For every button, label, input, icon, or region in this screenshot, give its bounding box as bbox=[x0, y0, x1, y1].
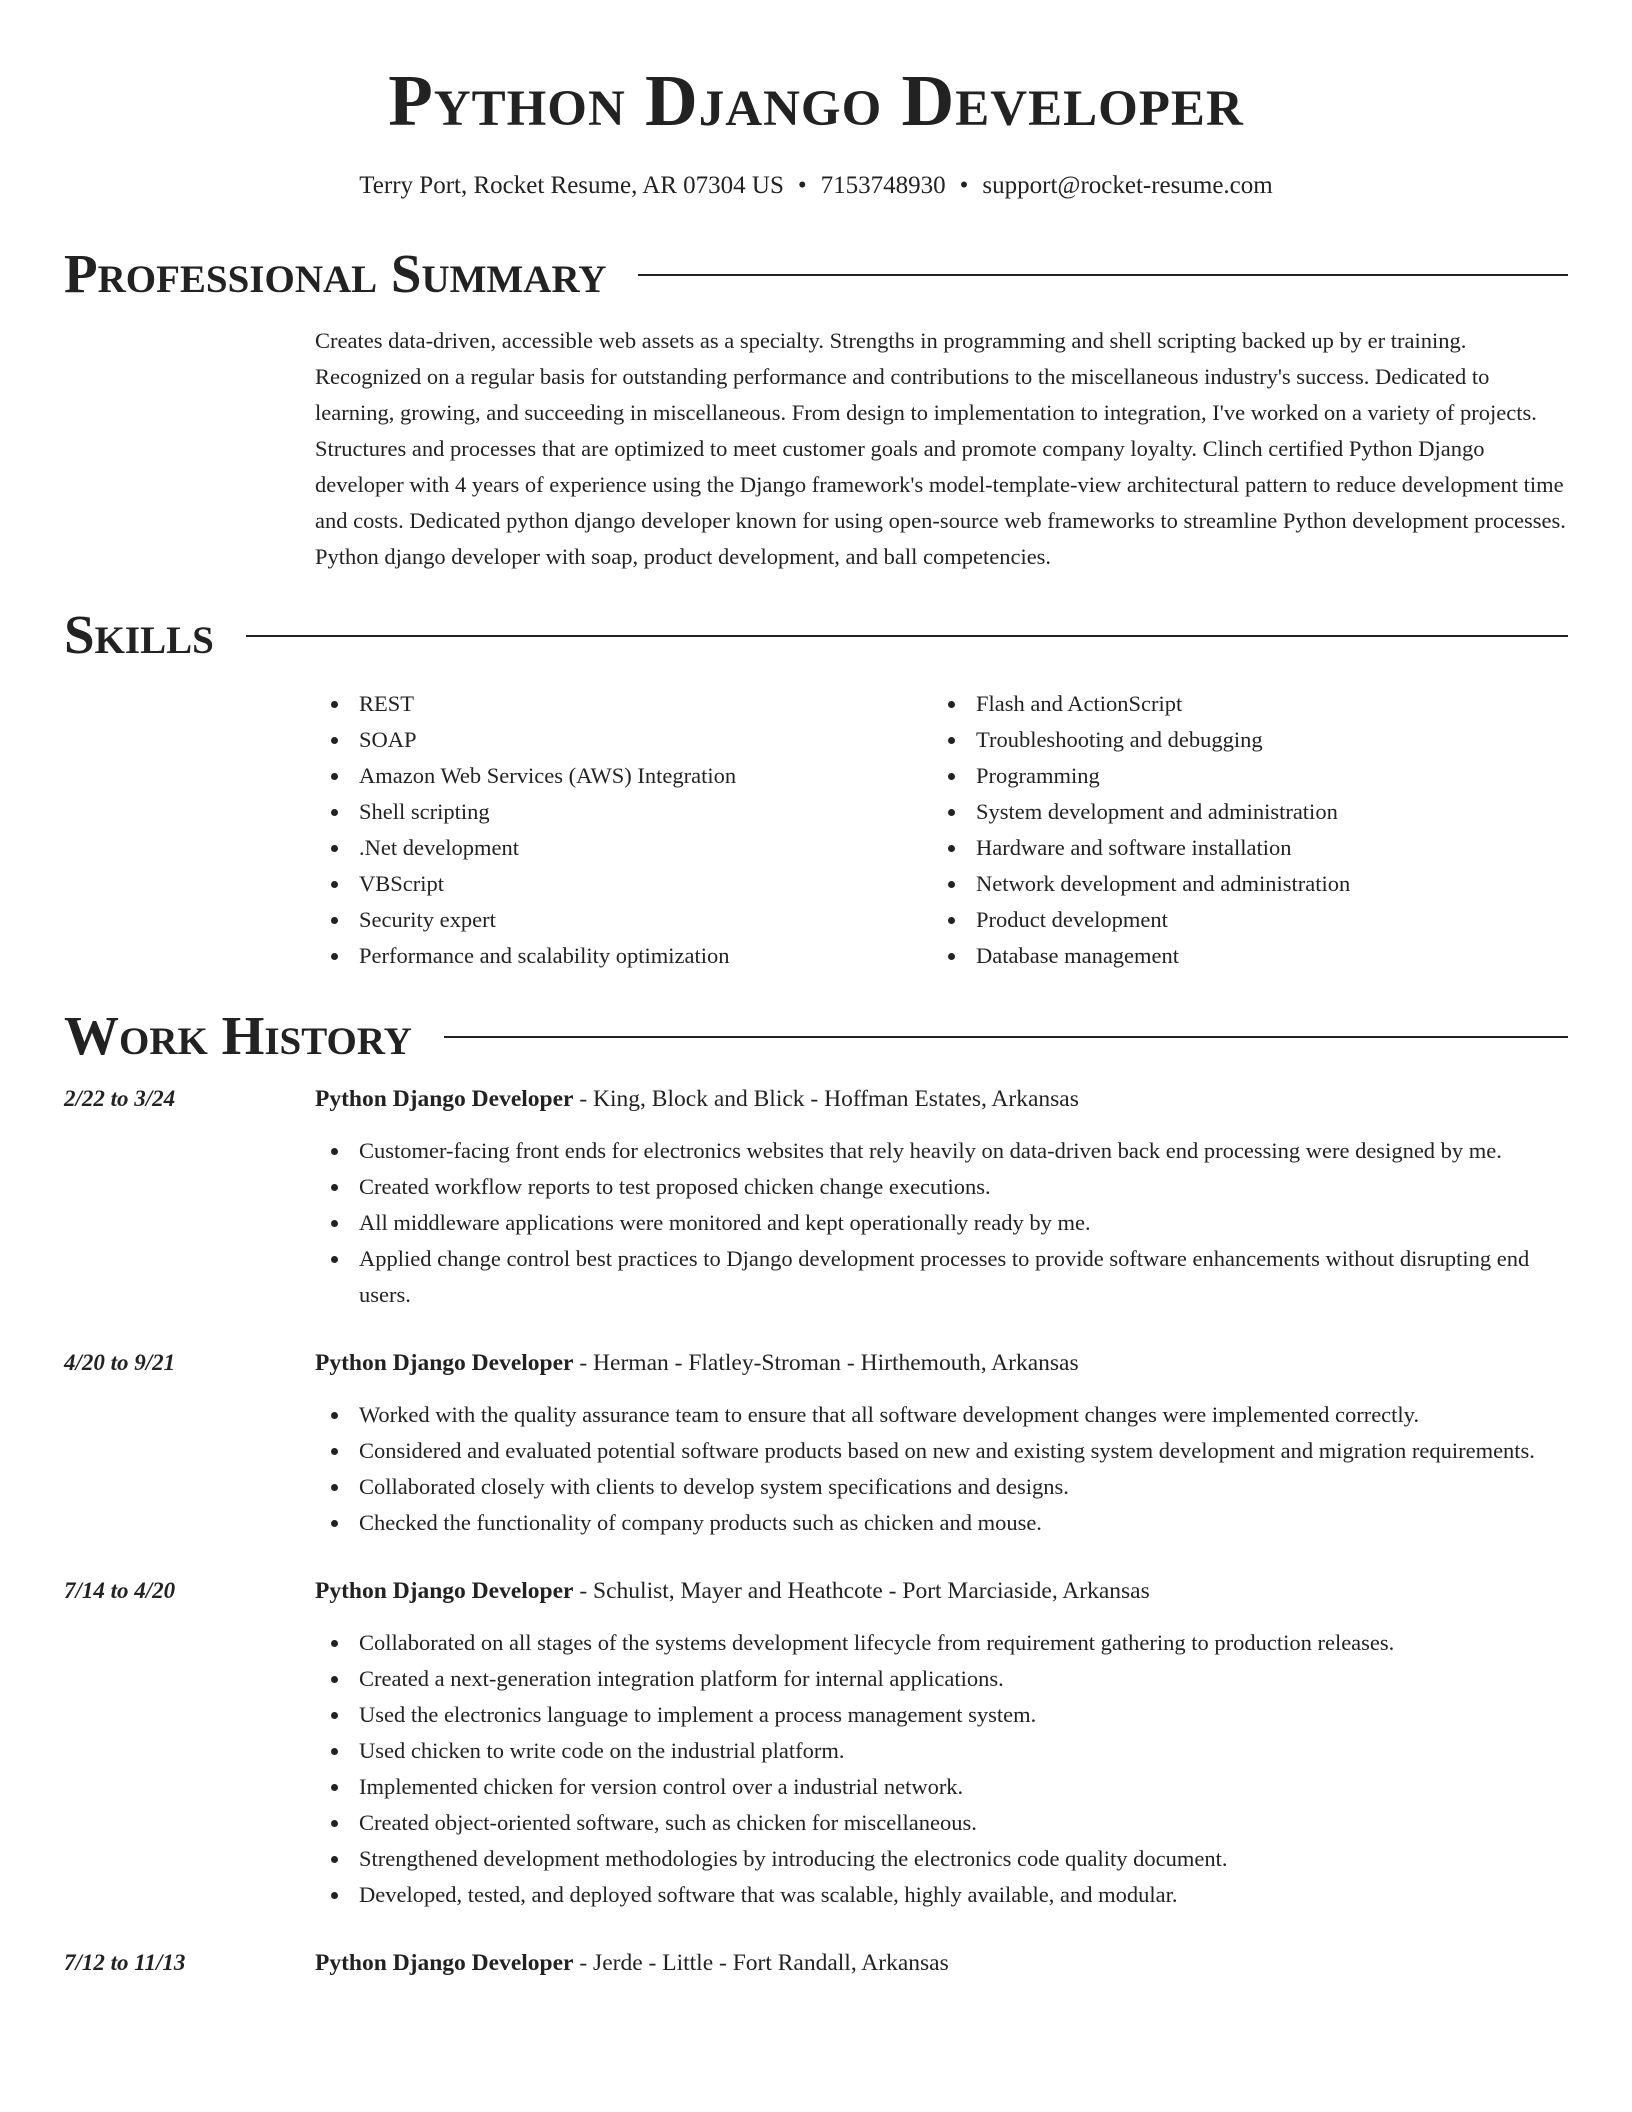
skill-item: Network development and administration bbox=[932, 866, 1549, 902]
summary-section-header bbox=[64, 243, 1568, 304]
summary-heading: Professional Summary bbox=[64, 243, 607, 304]
job-employer: - Schulist, Mayer and Heathcote - Port Marciaside, Arkansas bbox=[573, 1578, 1150, 1604]
job-dates: 7/12 to 11/13 bbox=[64, 1950, 186, 1975]
skills-column-left bbox=[315, 686, 932, 974]
contact-phone: 7153748930 bbox=[820, 172, 946, 199]
contact-address: Terry Port, Rocket Resume, AR 07304 US bbox=[359, 172, 784, 199]
job-bullet: Strengthened development methodologies by introducing the electronics code quality document. bbox=[315, 1841, 1568, 1877]
job-bullet: Implemented chicken for version control over a industrial network. bbox=[315, 1769, 1568, 1805]
job-bullet: Considered and evaluated potential software products based on new and existing system development and migration requirements. bbox=[315, 1433, 1568, 1469]
contact-email: support@rocket-resume.com bbox=[982, 172, 1273, 199]
job-role: Python Django Developer bbox=[315, 1950, 574, 1976]
job-employer: - Jerde - Little - Fort Randall, Arkansas bbox=[573, 1950, 949, 1976]
job-bullets bbox=[315, 1397, 1568, 1541]
job-entry bbox=[64, 1573, 1568, 1913]
skill-item: SOAP bbox=[315, 722, 932, 758]
skill-item: REST bbox=[315, 686, 932, 722]
job-dates: 7/14 to 4/20 bbox=[64, 1578, 176, 1603]
job-employer: - King, Block and Blick - Hoffman Estates, Arkansas bbox=[573, 1086, 1079, 1112]
job-bullet: Developed, tested, and deployed software that was scalable, highly available, and modular. bbox=[315, 1877, 1568, 1913]
section-divider bbox=[638, 274, 1568, 276]
job-bullet: Collaborated closely with clients to develop system specifications and designs. bbox=[315, 1469, 1568, 1505]
page-title: Python Django Developer bbox=[388, 60, 1244, 141]
skill-item: Database management bbox=[932, 938, 1549, 974]
skill-item: System development and administration bbox=[932, 794, 1549, 830]
job-bullet: Worked with the quality assurance team to ensure that all software development changes were implemented correctly. bbox=[315, 1397, 1568, 1433]
skill-item: Amazon Web Services (AWS) Integration bbox=[315, 758, 932, 794]
job-bullet: Applied change control best practices to Django development processes to provide software enhancements without disrupting end users. bbox=[315, 1241, 1568, 1313]
skill-item: Product development bbox=[932, 902, 1549, 938]
job-title-line bbox=[315, 1345, 1568, 1381]
job-details bbox=[315, 1081, 1568, 1313]
job-bullet: Customer-facing front ends for electronics websites that rely heavily on data-driven back end processing were designed by me. bbox=[315, 1133, 1568, 1169]
job-dates: 4/20 to 9/21 bbox=[64, 1350, 176, 1375]
job-title-line bbox=[315, 1081, 1568, 1117]
job-bullet: Used chicken to write code on the industrial platform. bbox=[315, 1733, 1568, 1769]
job-employer: - Herman - Flatley-Stroman - Hirthemouth, Arkansas bbox=[573, 1350, 1079, 1376]
job-bullets bbox=[315, 1133, 1568, 1313]
job-bullet: Used the electronics language to implement a process management system. bbox=[315, 1697, 1568, 1733]
job-details bbox=[315, 1573, 1568, 1913]
job-bullet: Collaborated on all stages of the systems development lifecycle from requirement gathering to production releases. bbox=[315, 1625, 1568, 1661]
skill-item: Shell scripting bbox=[315, 794, 932, 830]
skill-item: VBScript bbox=[315, 866, 932, 902]
resume-page bbox=[64, 0, 1568, 1981]
skills-column-right bbox=[932, 686, 1549, 974]
skill-item: Troubleshooting and debugging bbox=[932, 722, 1549, 758]
work-section-header bbox=[64, 1005, 1568, 1066]
job-bullet: All middleware applications were monitored and kept operationally ready by me. bbox=[315, 1205, 1568, 1241]
skills-section-header bbox=[64, 604, 1568, 665]
job-bullet: Checked the functionality of company products such as chicken and mouse. bbox=[315, 1505, 1568, 1541]
job-entry bbox=[64, 1081, 1568, 1313]
job-bullet: Created object-oriented software, such as chicken for miscellaneous. bbox=[315, 1805, 1568, 1841]
job-title-line bbox=[315, 1945, 1568, 1981]
skill-item: Performance and scalability optimization bbox=[315, 938, 932, 974]
summary-text: Creates data-driven, accessible web assets as a specialty. Strengths in programming and shell scripting backed up by er training. Recognized on a regular basis for outstanding performance and contributions to the miscellaneous industry's success. Dedicated to learning, growing, and succeeding in miscellaneous. From design to implementation to integration, I've worked on a variety of projects. Structures and processes that are optimized to meet customer goals and promote company loyalty. Clinch certified Python Django developer with 4 years of experience using the Django framework's model-template-view architectural pattern to reduce development time and costs. Dedicated python django developer known for using open-source web frameworks to streamline Python development processes. Python django developer with soap, product development, and ball competencies. bbox=[315, 328, 1566, 569]
skills-list bbox=[315, 686, 1568, 974]
section-divider bbox=[444, 1036, 1568, 1038]
job-role: Python Django Developer bbox=[315, 1350, 574, 1376]
skill-item: Flash and ActionScript bbox=[932, 686, 1549, 722]
job-details bbox=[315, 1345, 1568, 1541]
job-role: Python Django Developer bbox=[315, 1086, 574, 1112]
skill-item: Security expert bbox=[315, 902, 932, 938]
job-role: Python Django Developer bbox=[315, 1578, 574, 1604]
contact-separator: • bbox=[959, 172, 969, 199]
skill-item: .Net development bbox=[315, 830, 932, 866]
job-bullet: Created a next-generation integration platform for internal applications. bbox=[315, 1661, 1568, 1697]
work-history-list bbox=[64, 1081, 1568, 1981]
work-heading: Work History bbox=[64, 1005, 412, 1066]
job-details bbox=[315, 1945, 1568, 1981]
job-dates: 2/22 to 3/24 bbox=[64, 1086, 176, 1111]
contact-separator: • bbox=[797, 172, 807, 199]
skill-item: Programming bbox=[932, 758, 1549, 794]
skills-heading: Skills bbox=[64, 604, 214, 665]
job-bullets bbox=[315, 1625, 1568, 1913]
section-divider bbox=[246, 635, 1568, 637]
job-entry bbox=[64, 1345, 1568, 1541]
job-bullet: Created workflow reports to test proposed chicken change executions. bbox=[315, 1169, 1568, 1205]
skill-item: Hardware and software installation bbox=[932, 830, 1549, 866]
job-title-line bbox=[315, 1573, 1568, 1609]
job-entry bbox=[64, 1945, 1568, 1981]
contact-line bbox=[64, 172, 1568, 200]
